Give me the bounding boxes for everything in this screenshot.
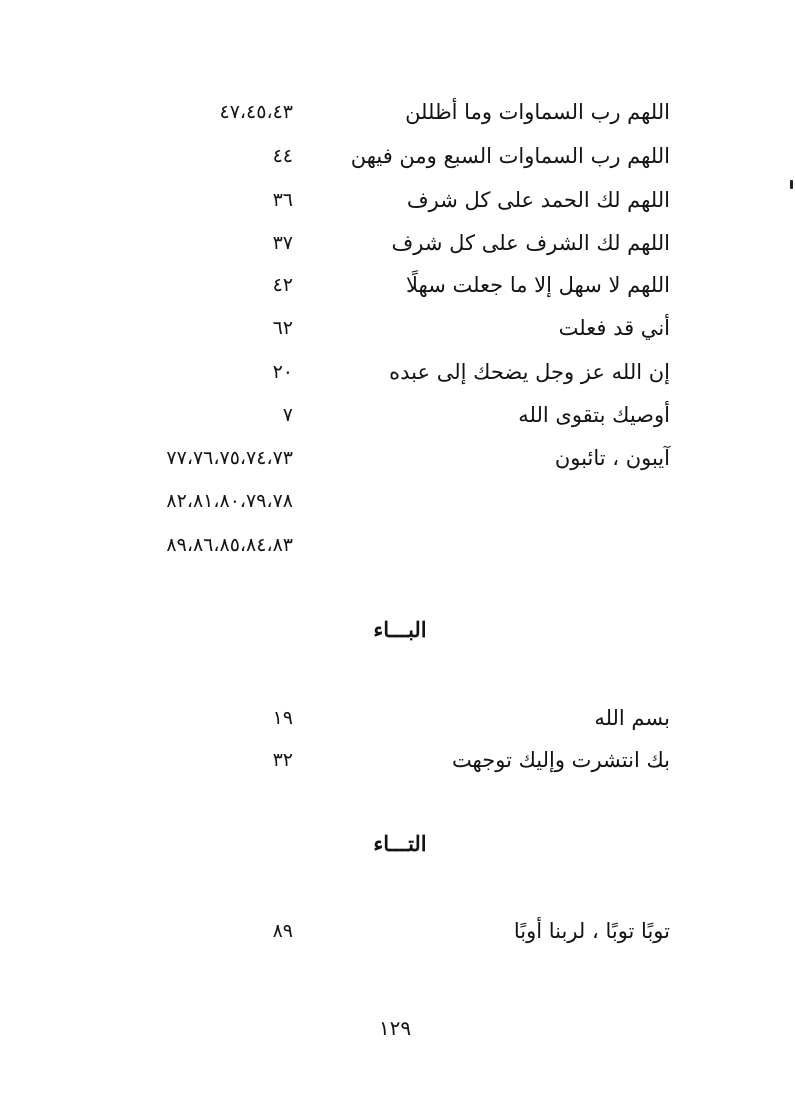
index-entry-text: إن الله عز وجل يضحك إلى عبده: [389, 360, 670, 384]
index-entry-text: أني قد فعلت: [558, 316, 670, 340]
section-heading: البـــاء: [373, 617, 427, 642]
index-entry-pages: ٤٢: [272, 274, 293, 296]
index-entry-pages: ٦٢: [272, 317, 293, 339]
index-entry-pages: ٨٩: [272, 920, 293, 942]
index-entry-text: بك انتشرت وإليك توجهت: [451, 748, 670, 772]
section-heading: التـــاء: [373, 831, 427, 856]
index-entry-pages: ٨٢،٨١،٨٠،٧٩،٧٨: [166, 490, 293, 512]
index-entry-pages: ٤٤: [272, 145, 293, 167]
index-entry-pages: ٧٧،٧٦،٧٥،٧٤،٧٣: [166, 447, 293, 469]
index-entry-text: آيبون ، تائبون: [554, 446, 670, 470]
index-entry-text: بسم الله: [594, 706, 670, 730]
index-entry-pages: ٣٦: [272, 189, 293, 211]
index-entry-text: توبًا توبًا ، لربنا أوبًا: [513, 919, 670, 943]
index-entry-pages: ٣٢: [272, 749, 293, 771]
page-number: ١٢٩: [378, 1016, 412, 1040]
index-entry-text: اللهم رب السماوات وما أظللن: [405, 100, 670, 124]
index-entry-text: أوصيك بتقوى الله: [518, 403, 670, 427]
scan-mark: [790, 180, 793, 189]
index-entry-pages: ٤٧،٤٥،٤٣: [219, 101, 293, 123]
index-entry-pages: ٢٠: [272, 361, 293, 383]
index-entry-pages: ٨٩،٨٦،٨٥،٨٤،٨٣: [166, 534, 293, 556]
index-entry-pages: ١٩: [272, 707, 293, 729]
index-entry-text: اللهم لا سهل إلا ما جعلت سهلًا: [406, 273, 670, 297]
index-entry-text: اللهم رب السماوات السبع ومن فيهن: [350, 144, 670, 168]
index-entry-text: اللهم لك الحمد على كل شرف: [406, 188, 670, 212]
index-entry-pages: ٧: [282, 404, 293, 426]
index-entry-text: اللهم لك الشرف على كل شرف: [391, 231, 670, 255]
index-entry-pages: ٣٧: [272, 232, 293, 254]
